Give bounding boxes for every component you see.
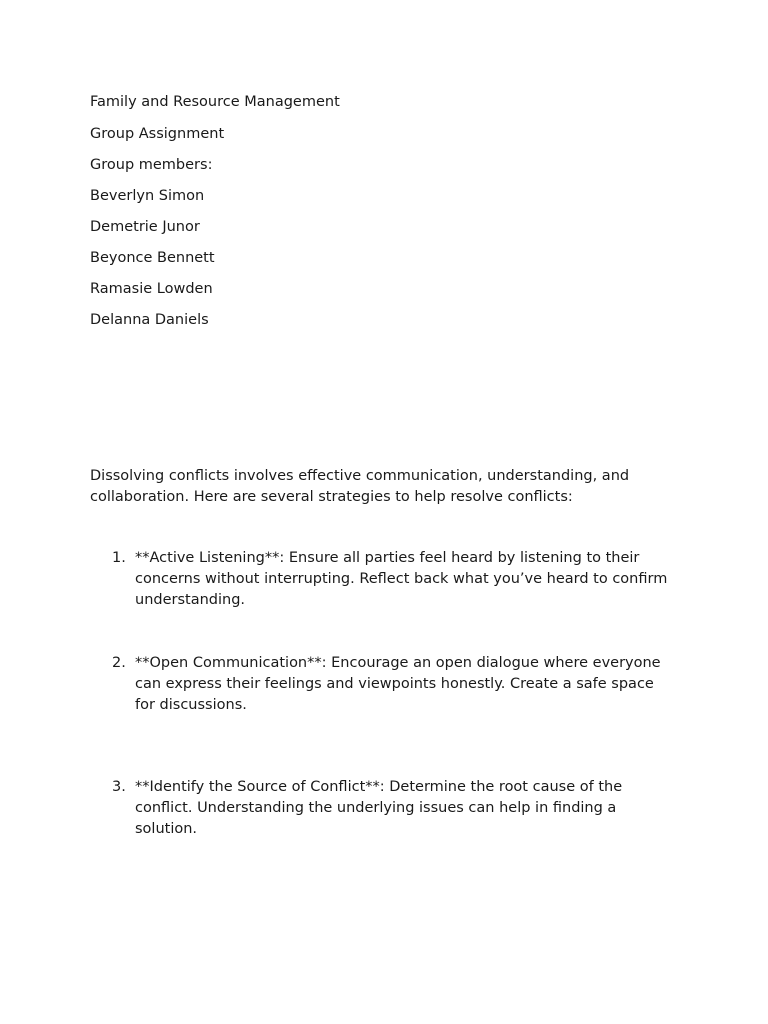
assignment-title: Group Assignment: [90, 126, 225, 142]
list-item: [90, 653, 690, 716]
members-label: Group members:: [90, 157, 213, 173]
member-name: Ramasie Lowden: [90, 281, 213, 297]
list-item: [90, 548, 690, 611]
list-item: [90, 777, 690, 840]
list-number: 2.: [112, 655, 126, 671]
member-name: Demetrie Junor: [90, 219, 200, 235]
member-name: Beyonce Bennett: [90, 250, 215, 266]
member-name: Delanna Daniels: [90, 312, 209, 328]
intro-paragraph: Dissolving conflicts involves effective communication, understanding, and collaboration. Here are several strategies to help resolve conflicts:: [90, 468, 630, 505]
list-text: **Identify the Source of Conflict**: Determine the root cause of the conflict. Understanding the underlying issues can help in finding a solution.: [135, 779, 623, 837]
member-name: Beverlyn Simon: [90, 188, 205, 204]
list-text: **Active Listening**: Ensure all parties feel heard by listening to their concerns without interrupting. Reflect back what you’ve heard to confirm understanding.: [135, 550, 668, 608]
course-title: Family and Resource Management: [90, 94, 340, 110]
list-number: 3.: [112, 779, 126, 795]
list-number: 1.: [112, 550, 126, 566]
list-text: **Open Communication**: Encourage an open dialogue where everyone can express their feelings and viewpoints honestly. Create a safe space for discussions.: [135, 655, 661, 713]
